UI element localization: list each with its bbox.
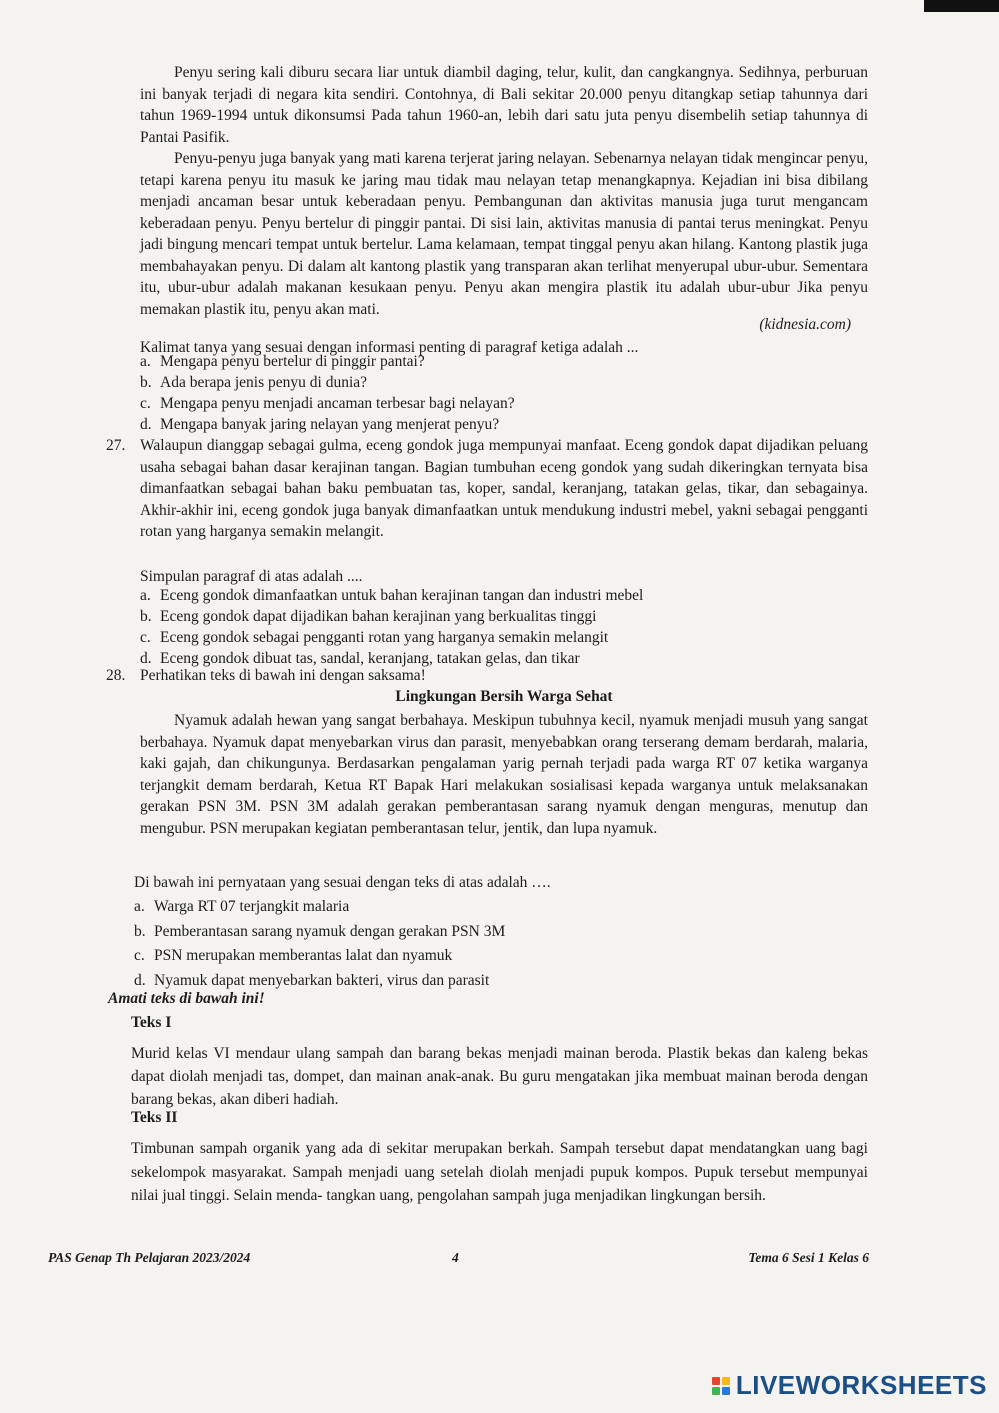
q26-option-d-text: Mengapa banyak jaring nelayan yang menjerat penyu? (160, 416, 500, 433)
q26-stem: Kalimat tanya yang sesuai dengan informasi penting di paragraf ketiga adalah ... (140, 339, 639, 356)
q27-option-b[interactable] (140, 606, 596, 627)
amati-heading: Amati teks di bawah ini! (108, 990, 265, 1007)
q27-option-b-letter: b. (140, 608, 152, 625)
q27-option-a[interactable] (140, 585, 643, 606)
q26-option-c-letter: c. (140, 395, 151, 412)
teks1-label: Teks I (131, 1014, 172, 1031)
q28-option-c-letter: c. (134, 947, 145, 964)
scan-edge-bar (924, 0, 999, 12)
q27-option-b-text: Eceng gondok dapat dijadikan bahan kerajinan yang berkualitas tinggi (160, 608, 597, 625)
q28-option-d-letter: d. (134, 972, 146, 989)
footer-exam-title: PAS Genap Th Pelajaran 2023/2024 (48, 1250, 251, 1265)
q28-option-a[interactable] (134, 896, 349, 917)
q27-option-d-letter: d. (140, 650, 152, 667)
liveworksheets-watermark (712, 1370, 987, 1401)
q28-intro: Perhatikan teks di bawah ini dengan saksama! (140, 667, 426, 684)
penyu-paragraph-1: Penyu sering kali diburu secara liar untuk diambil daging, telur, kulit, dan cangkangnya. Sedihnya, perburuan ini banyak terjadi di negara kita sendiri. Contohnya, di Bali sekitar 20.000 penyu ditangkap setiap tahunnya dari tahun 1969-1994 untuk dikonsumsi Pada tahun 1960-an, lebih dari satu juta penyu disembelih setiap tahunnya di Pantai Pasifik. (140, 64, 868, 146)
liveworksheets-logo-icon (712, 1377, 730, 1395)
q26-option-b-text: Ada berapa jenis penyu di dunia? (160, 374, 368, 391)
q28-passage-title: Lingkungan Bersih Warga Sehat (395, 688, 613, 705)
q27-option-c-letter: c. (140, 629, 151, 646)
q28-option-b-letter: b. (134, 923, 146, 940)
q28-option-a-letter: a. (134, 898, 145, 915)
teks1-body: Murid kelas VI mendaur ulang sampah dan barang bekas menjadi mainan beroda. Plastik bekas dan kaleng bekas dapat diolah menjadi tas, dompet, dan mainan anak-anak. Bu guru mengatakan jika membuat mainan beroda dengan barang bekas, akan diberi hadiah. (131, 1045, 868, 1108)
q28-option-a-text: Warga RT 07 terjangkit malaria (154, 898, 350, 915)
q26-option-a[interactable] (140, 351, 425, 372)
q27-option-a-letter: a. (140, 587, 151, 604)
q26-option-c-text: Mengapa penyu menjadi ancaman terbesar bagi nelayan? (160, 395, 515, 412)
q28-option-d-text: Nyamuk dapat menyebarkan bakteri, virus dan parasit (154, 972, 490, 989)
q28-option-b[interactable] (134, 921, 505, 942)
q27-stem: Simpulan paragraf di atas adalah .... (140, 568, 363, 585)
q26-option-a-letter: a. (140, 353, 151, 370)
q26-option-a-text: Mengapa penyu bertelur di pinggir pantai? (160, 353, 425, 370)
q28-stem: Di bawah ini pernyataan yang sesuai dengan teks di atas adalah …. (134, 874, 551, 891)
q28-number: 28. (106, 667, 126, 684)
teks2-label: Teks II (131, 1109, 178, 1126)
q27-option-d-text: Eceng gondok dibuat tas, sandal, keranjang, tatakan gelas, dan tikar (160, 650, 580, 667)
passage-source: (kidnesia.com) (759, 316, 851, 333)
q26-option-d[interactable] (140, 414, 499, 435)
teks2-body: Timbunan sampah organik yang ada di sekitar merupakan berkah. Sampah tersebut dapat mendatangkan uang bagi sekelompok masyarakat. Sampah menjadi uang setelah diolah menjadi pupuk kompos. Pupuk tersebut mempunyai nilai jual tinggi. Selain menda- tangkan uang, pengolahan sampah juga menjadikan lingkungan bersih. (131, 1140, 868, 1204)
q28-option-c-text: PSN merupakan memberantas lalat dan nyamuk (154, 947, 453, 964)
penyu-paragraph-2: Penyu-penyu juga banyak yang mati karena terjerat jaring nelayan. Sebenarnya nelayan tidak mengincar penyu, tetapi karena penyu itu masuk ke jaring mau tidak mau nelayan tetap menangkapnya. Kejadian ini bisa dibilang menjadi ancaman besar untuk keberadaan penyu. Pembangunan dan aktivitas manusia juga turut mengancam keberadaan penyu. Penyu bertelur di pinggir pantai. Di sisi lain, aktivitas manusia di pantai terus meningkat. Penyu jadi bingung mencari tempat untuk bertelur. Lama kelamaan, tempat tinggal penyu akan hilang. Kantong plastik juga membahayakan penyu. Di dalam alt kantong plastik yang transparan akan terlihat menyerupal ubur-ubur. Sementara itu, ubur-ubur adalah makanan kesukaan penyu. Penyu akan mengira plastik itu adalah ubur-ubur Jika penyu memakan plastik itu, penyu akan mati. (140, 150, 868, 318)
q27-option-c[interactable] (140, 627, 608, 648)
q27-number: 27. (106, 437, 126, 454)
q28-option-c[interactable] (134, 945, 452, 966)
watermark-text: LIVEWORKSHEETS (735, 1370, 987, 1400)
q28-passage: Nyamuk adalah hewan yang sangat berbahaya. Meskipun tubuhnya kecil, nyamuk menjadi musuh yang sangat berbahaya. Nyamuk dapat menyebarkan virus dan parasit, menyebabkan orang terserang demam berdarah, malaria, kaki gajah, dan chikungunya. Berdasarkan pengalaman yarig pernah terjadi pada warga RT 07 ketika warganya terjangkit demam berdarah, Ketua RT Bapak Hari melakukan sosialisasi kepada warganya untuk melaksanakan gerakan PSN 3M. PSN 3M adalah gerakan pemberantasan sarang nyamuk dengan menguras, menutup dan mengubur. PSN merupakan kegiatan pemberantasan telur, jentik, dan lupa nyamuk. (140, 712, 868, 837)
q26-option-d-letter: d. (140, 416, 152, 433)
q27-option-a-text: Eceng gondok dimanfaatkan untuk bahan kerajinan tangan dan industri mebel (160, 587, 644, 604)
q26-option-c[interactable] (140, 393, 515, 414)
footer-theme: Tema 6 Sesi 1 Kelas 6 (748, 1250, 869, 1265)
q27-passage: Walaupun dianggap sebagai gulma, eceng gondok juga mempunyai manfaat. Eceng gondok dapat dijadikan peluang usaha sebagai bahan dasar kerajinan tangan. Bagian tumbuhan eceng gondok yang sudah dikeringkan ternyata bisa dimanfaatkan sebagai bahan baku pembuatan tas, koper, sandal, keranjang, tatakan gelas, tikar, dan sebagainya. Akhir-akhir ini, eceng gondok juga banyak dimanfaatkan untuk mendukung industri mebel, yakni sebagai pengganti rotan yang harganya semakin melangit. (140, 437, 868, 540)
footer-page-number: 4 (452, 1250, 459, 1265)
q26-option-b[interactable] (140, 372, 367, 393)
q27-option-c-text: Eceng gondok sebagai pengganti rotan yang harganya semakin melangit (160, 629, 609, 646)
q28-option-b-text: Pemberantasan sarang nyamuk dengan gerakan PSN 3M (154, 923, 506, 940)
q26-option-b-letter: b. (140, 374, 152, 391)
